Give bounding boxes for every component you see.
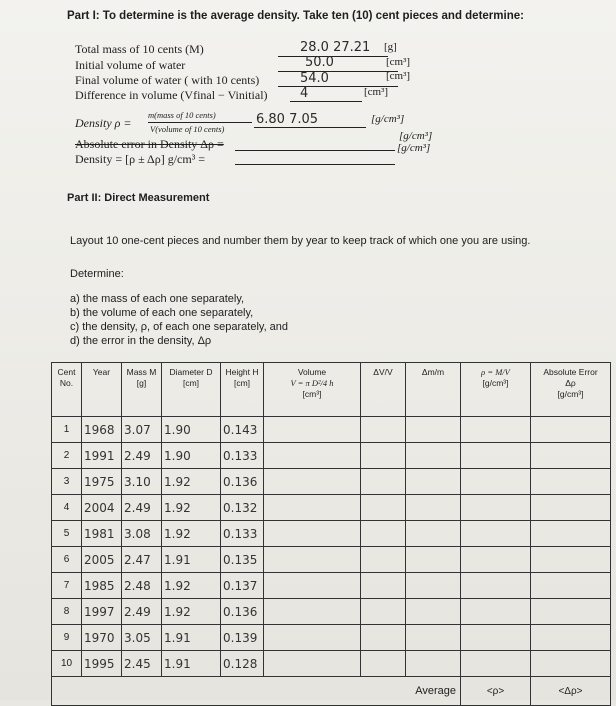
- rho-cell: [461, 521, 531, 547]
- rho-cell: [461, 547, 531, 573]
- height-cell: 0.133: [221, 443, 264, 469]
- diameter-cell: 1.90: [162, 443, 221, 469]
- volume-cell: [264, 573, 361, 599]
- density-fraction-bar: [148, 122, 252, 123]
- volume-difference-unit: [cm³]: [364, 86, 389, 98]
- mass-cell: 3.05: [122, 625, 162, 651]
- density-final-line: [235, 164, 395, 165]
- header-volume: [264, 363, 361, 417]
- year-cell: 1991: [82, 443, 122, 469]
- final-volume-unit: [cm³]: [386, 70, 411, 82]
- diameter-cell: 1.90: [162, 417, 221, 443]
- dvv-cell: [361, 521, 406, 547]
- density-unit: [g/cm³]: [371, 113, 405, 125]
- abs-error-unit: [g/cm³]: [399, 130, 433, 142]
- volume-cell: [264, 625, 361, 651]
- volume-cell: [264, 469, 361, 495]
- initial-volume-unit: [cm³]: [386, 56, 411, 68]
- final-volume-value: 54.0: [300, 71, 329, 86]
- diameter-cell: 1.91: [162, 547, 221, 573]
- cent-no: 8: [52, 599, 82, 625]
- part2-item-c: c) the density, ρ, of each one separately, and: [70, 321, 289, 333]
- rho-cell: [461, 495, 531, 521]
- volume-cell: [264, 521, 361, 547]
- part2-intro: Layout 10 one-cent pieces and number them by year to keep track of which one you are using.: [70, 235, 531, 247]
- measurement-table: [51, 362, 611, 706]
- cent-no: 9: [52, 625, 82, 651]
- dvv-cell: [361, 495, 406, 521]
- cent-no: 7: [52, 573, 82, 599]
- height-cell: 0.137: [221, 573, 264, 599]
- dvv-cell: [361, 573, 406, 599]
- density-final-label: Density = [ρ ± Δρ] g/cm³ =: [75, 152, 206, 166]
- year-cell: 1985: [82, 573, 122, 599]
- initial-volume-label: Initial volume of water: [75, 58, 186, 72]
- mass-cell: 2.45: [122, 651, 162, 677]
- header-dmm: Δm/m: [406, 363, 461, 417]
- rho-cell: [461, 443, 531, 469]
- table-row: [52, 495, 611, 521]
- year-cell: 1975: [82, 469, 122, 495]
- header-diameter: Diameter D [cm]: [162, 363, 221, 417]
- table-row: [52, 417, 611, 443]
- dmm-cell: [406, 417, 461, 443]
- density-line: [254, 127, 366, 128]
- abs-error-line: [235, 150, 395, 151]
- height-cell: 0.136: [221, 469, 264, 495]
- mass-cell: 2.49: [122, 599, 162, 625]
- header-mass: Mass M [g]: [122, 363, 162, 417]
- height-cell: 0.139: [221, 625, 264, 651]
- header-height: Height H [cm]: [221, 363, 264, 417]
- abs-error-cell: [531, 443, 611, 469]
- abs-error-cell: [531, 469, 611, 495]
- dvv-cell: [361, 443, 406, 469]
- table-row: [52, 443, 611, 469]
- total-mass-label: Total mass of 10 cents (M): [75, 42, 204, 56]
- table-body: [52, 417, 611, 677]
- abs-error-cell: [531, 651, 611, 677]
- part2-item-d: d) the error in the density, Δρ: [70, 335, 212, 347]
- table-row: [52, 521, 611, 547]
- table-header-row: [52, 363, 611, 417]
- header-abs-error: [531, 363, 611, 417]
- dvv-cell: [361, 417, 406, 443]
- table-row: [52, 469, 611, 495]
- dmm-cell: [406, 651, 461, 677]
- dmm-cell: [406, 573, 461, 599]
- height-cell: 0.132: [221, 495, 264, 521]
- diameter-cell: 1.92: [162, 469, 221, 495]
- density-final-unit: [g/cm³]: [397, 142, 431, 154]
- mass-cell: 2.47: [122, 547, 162, 573]
- volume-difference-line: [290, 101, 362, 102]
- header-rho-title: ρ = M/V: [481, 367, 510, 377]
- header-rho-unit: [g/cm³]: [482, 378, 509, 388]
- volume-cell: [264, 417, 361, 443]
- average-label: Average: [52, 677, 461, 706]
- dmm-cell: [406, 521, 461, 547]
- part2-item-b: b) the volume of each one separately,: [70, 307, 254, 319]
- mass-cell: 2.48: [122, 573, 162, 599]
- rho-cell: [461, 573, 531, 599]
- abs-error-cell: [531, 599, 611, 625]
- rho-cell: [461, 469, 531, 495]
- rho-cell: [461, 417, 531, 443]
- density-value: 6.80 7.05: [256, 112, 319, 127]
- header-abs-unit: [g/cm³]: [557, 389, 584, 399]
- density-numerator: m(mass of 10 cents): [148, 110, 216, 120]
- header-volume-unit: [cm³]: [302, 389, 322, 399]
- dvv-cell: [361, 599, 406, 625]
- cent-no: 5: [52, 521, 82, 547]
- total-mass-value: 28.0 27.21: [300, 40, 371, 55]
- volume-cell: [264, 443, 361, 469]
- header-year: Year: [82, 363, 122, 417]
- initial-volume-value: 50.0: [305, 55, 334, 70]
- average-drho: <Δρ>: [531, 677, 611, 706]
- diameter-cell: 1.92: [162, 573, 221, 599]
- dmm-cell: [406, 599, 461, 625]
- average-row: [52, 677, 611, 706]
- cent-no: 1: [52, 417, 82, 443]
- volume-cell: [264, 547, 361, 573]
- part1-title: Part I: To determine is the average density. Take ten (10) cent pieces and determine:: [67, 10, 524, 22]
- dvv-cell: [361, 625, 406, 651]
- abs-error-cell: [531, 417, 611, 443]
- volume-cell: [264, 651, 361, 677]
- diameter-cell: 1.92: [162, 599, 221, 625]
- volume-cell: [264, 599, 361, 625]
- diameter-cell: 1.91: [162, 651, 221, 677]
- year-cell: 2005: [82, 547, 122, 573]
- table-row: [52, 573, 611, 599]
- header-volume-title: Volume: [297, 367, 327, 377]
- mass-cell: 2.49: [122, 443, 162, 469]
- height-cell: 0.143: [221, 417, 264, 443]
- dmm-cell: [406, 625, 461, 651]
- mass-cell: 3.07: [122, 417, 162, 443]
- diameter-cell: 1.92: [162, 495, 221, 521]
- density-denominator: V(volume of 10 cents): [150, 124, 225, 134]
- cent-no: 10: [52, 651, 82, 677]
- dvv-cell: [361, 547, 406, 573]
- year-cell: 1997: [82, 599, 122, 625]
- volume-difference-value: 4: [300, 86, 309, 101]
- mass-cell: 3.10: [122, 469, 162, 495]
- initial-volume-line: [278, 71, 398, 72]
- abs-error-cell: [531, 495, 611, 521]
- abs-error-label: Absolute error in Density Δρ =: [75, 137, 224, 151]
- abs-error-cell: [531, 521, 611, 547]
- part2-determine: Determine:: [70, 268, 124, 280]
- part2-item-a: a) the mass of each one separately,: [70, 293, 245, 305]
- year-cell: 2004: [82, 495, 122, 521]
- diameter-cell: 1.92: [162, 521, 221, 547]
- mass-cell: 2.49: [122, 495, 162, 521]
- dmm-cell: [406, 443, 461, 469]
- abs-error-cell: [531, 547, 611, 573]
- abs-error-cell: [531, 625, 611, 651]
- year-cell: 1970: [82, 625, 122, 651]
- diameter-cell: 1.91: [162, 625, 221, 651]
- average-rho: <ρ>: [461, 677, 531, 706]
- dmm-cell: [406, 469, 461, 495]
- height-cell: 0.128: [221, 651, 264, 677]
- dvv-cell: [361, 651, 406, 677]
- dmm-cell: [406, 547, 461, 573]
- year-cell: 1981: [82, 521, 122, 547]
- header-abs-title: Absolute Error: [543, 367, 598, 377]
- total-mass-unit: [g]: [384, 41, 397, 53]
- header-dvv: ΔV/V: [361, 363, 406, 417]
- height-cell: 0.135: [221, 547, 264, 573]
- volume-difference-label: Difference in volume (Vfinal − Vinitial): [75, 88, 268, 102]
- cent-no: 2: [52, 443, 82, 469]
- header-cent: Cent No.: [52, 363, 82, 417]
- table-row: [52, 547, 611, 573]
- rho-cell: [461, 625, 531, 651]
- rho-cell: [461, 651, 531, 677]
- cent-no: 6: [52, 547, 82, 573]
- table-row: [52, 625, 611, 651]
- cent-no: 4: [52, 495, 82, 521]
- header-rho: [461, 363, 531, 417]
- part2-title: Part II: Direct Measurement: [67, 192, 210, 204]
- table-row: [52, 651, 611, 677]
- rho-cell: [461, 599, 531, 625]
- header-abs-sym: Δρ: [565, 378, 576, 388]
- year-cell: 1968: [82, 417, 122, 443]
- dvv-cell: [361, 469, 406, 495]
- dmm-cell: [406, 495, 461, 521]
- mass-cell: 3.08: [122, 521, 162, 547]
- header-volume-formula: V = π D²/4 h: [290, 378, 334, 388]
- height-cell: 0.136: [221, 599, 264, 625]
- height-cell: 0.133: [221, 521, 264, 547]
- density-label: Density ρ =: [75, 116, 132, 130]
- volume-cell: [264, 495, 361, 521]
- final-volume-label: Final volume of water ( with 10 cents): [75, 73, 260, 87]
- year-cell: 1995: [82, 651, 122, 677]
- table-row: [52, 599, 611, 625]
- abs-error-cell: [531, 573, 611, 599]
- cent-no: 3: [52, 469, 82, 495]
